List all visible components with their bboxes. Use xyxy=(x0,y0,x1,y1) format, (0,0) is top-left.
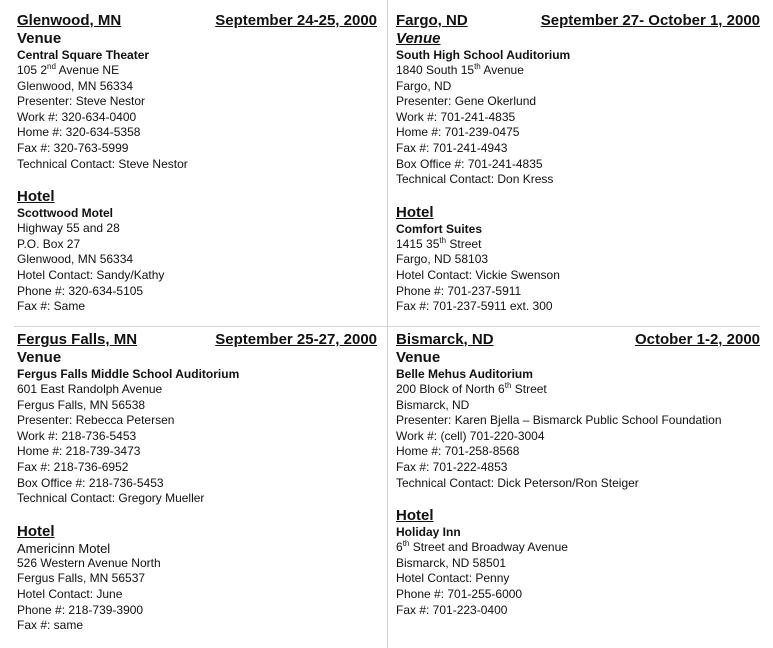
venue-line: Work #: 701-241-4835 xyxy=(396,109,516,124)
hotel-line: Fargo, ND 58103 xyxy=(396,252,489,267)
stop-city: Fargo, ND xyxy=(396,12,468,29)
hotel-line: P.O. Box 27 xyxy=(17,236,81,251)
hotel-name: Comfort Suites xyxy=(396,221,483,236)
venue-line: Work #: 320-634-0400 xyxy=(17,109,137,124)
venue-address: 1840 South 15th Avenue xyxy=(396,62,524,77)
hotel-line: Glenwood, MN 56334 xyxy=(17,252,134,267)
venue-line: Home #: 218-739-3473 xyxy=(17,444,141,459)
venue-line: Fergus Falls, MN 56538 xyxy=(17,397,146,412)
hotel-line: Fergus Falls, MN 56537 xyxy=(17,571,146,586)
stop-header xyxy=(17,331,377,348)
hotel-heading: Hotel xyxy=(396,507,434,525)
venue-line: Presenter: Karen Bjella – Bismarck Public School Foundation xyxy=(396,413,722,428)
venue-name: Central Square Theater xyxy=(17,48,150,62)
hotel-name: Scottwood Motel xyxy=(17,206,113,221)
hotel-line: Fax #: same xyxy=(17,618,84,633)
stop-dates: September 24-25, 2000 xyxy=(215,12,377,29)
hotel-line: Bismarck, ND 58501 xyxy=(396,555,507,570)
venue-line: Technical Contact: Dick Peterson/Ron Steiger xyxy=(396,475,639,490)
venue-line: Work #: 218-736-5453 xyxy=(17,428,137,443)
venue-line: Box Office #: 701-241-4835 xyxy=(396,156,543,171)
hotel-line: 526 Western Avenue North xyxy=(17,555,161,570)
venue-line: Home #: 701-258-8568 xyxy=(396,444,520,459)
venue-address: 105 2nd Avenue NE xyxy=(17,62,120,77)
venue-line: Presenter: Gene Okerlund xyxy=(396,94,537,109)
venue-heading: Venue xyxy=(17,349,62,366)
venue-name: South High School Auditorium xyxy=(396,48,571,62)
venue-line: Fargo, ND xyxy=(396,78,452,93)
hotel-heading: Hotel xyxy=(17,522,55,540)
venue-line: Presenter: Rebecca Petersen xyxy=(17,413,175,428)
venue-line: Glenwood, MN 56334 xyxy=(17,78,134,93)
stop-city: Bismarck, ND xyxy=(396,331,494,348)
stop-header xyxy=(396,12,760,29)
hotel-heading: Hotel xyxy=(396,203,434,221)
hotel-line: Hotel Contact: Penny xyxy=(396,571,510,586)
venue-line: Home #: 701-239-0475 xyxy=(396,125,520,140)
venue-line: Fax #: 701-222-4853 xyxy=(396,459,508,474)
venue-line: Home #: 320-634-5358 xyxy=(17,125,141,140)
hotel-heading: Hotel xyxy=(17,188,55,206)
hotel-line: Phone #: 701-255-6000 xyxy=(396,586,523,601)
venue-line: Technical Contact: Don Kress xyxy=(396,172,554,187)
hotel-line: Phone #: 320-634-5105 xyxy=(17,283,144,298)
hotel-address: 6th Street and Broadway Avenue xyxy=(396,539,568,555)
stop-dates: October 1-2, 2000 xyxy=(634,331,760,348)
venue-name: Fergus Falls Middle School Auditorium xyxy=(17,367,240,381)
venue-line: 601 East Randolph Avenue xyxy=(17,382,163,396)
stop-dates: September 27- October 1, 2000 xyxy=(540,12,760,29)
stop-header xyxy=(396,331,760,348)
hotel-line: Hotel Contact: Sandy/Kathy xyxy=(17,267,165,282)
venue-name: Belle Mehus Auditorium xyxy=(396,367,533,381)
stop-header xyxy=(17,12,377,29)
hotel-line: Phone #: 218-739-3900 xyxy=(17,602,144,617)
venue-line: Box Office #: 218-736-5453 xyxy=(17,475,164,490)
hotel-address: 1415 35th Street xyxy=(396,235,482,251)
stop-city: Fergus Falls, MN xyxy=(17,331,138,348)
hotel-line: Fax #: 701-223-0400 xyxy=(396,602,508,617)
venue-heading: Venue xyxy=(396,30,441,47)
hotel-line: Fax #: 701-237-5911 ext. 300 xyxy=(396,299,553,314)
stop-city: Glenwood, MN xyxy=(17,12,122,29)
venue-line: Technical Contact: Gregory Mueller xyxy=(17,491,205,506)
venue-line: Work #: (cell) 701-220-3004 xyxy=(396,428,545,443)
venue-line: Fax #: 218-736-6952 xyxy=(17,459,129,474)
venue-line: Fax #: 320-763-5999 xyxy=(17,140,129,155)
hotel-line: Fax #: Same xyxy=(17,299,86,314)
venue-address: 200 Block of North 6th Street xyxy=(396,381,547,396)
venue-line: Bismarck, ND xyxy=(396,397,470,412)
venue-heading: Venue xyxy=(17,30,62,47)
venue-line: Presenter: Steve Nestor xyxy=(17,94,146,109)
hotel-line: Highway 55 and 28 xyxy=(17,221,120,236)
hotel-name: Americinn Motel xyxy=(17,540,111,556)
stop-dates: September 25-27, 2000 xyxy=(215,331,377,348)
venue-heading: Venue xyxy=(396,349,441,366)
row-divider xyxy=(14,326,760,327)
tour-stop-bismarck xyxy=(396,331,760,618)
hotel-line: Hotel Contact: June xyxy=(17,586,123,601)
tour-stop-glenwood xyxy=(17,12,377,315)
hotel-line: Phone #: 701-237-5911 xyxy=(396,283,522,298)
venue-line: Fax #: 701-241-4943 xyxy=(396,140,508,155)
tour-stop-fergus-falls xyxy=(17,331,377,634)
venue-line: Technical Contact: Steve Nestor xyxy=(17,156,188,171)
hotel-name: Holiday Inn xyxy=(396,525,461,540)
tour-stop-fargo xyxy=(396,12,760,315)
hotel-line: Hotel Contact: Vickie Swenson xyxy=(396,267,560,282)
column-divider xyxy=(387,0,388,648)
